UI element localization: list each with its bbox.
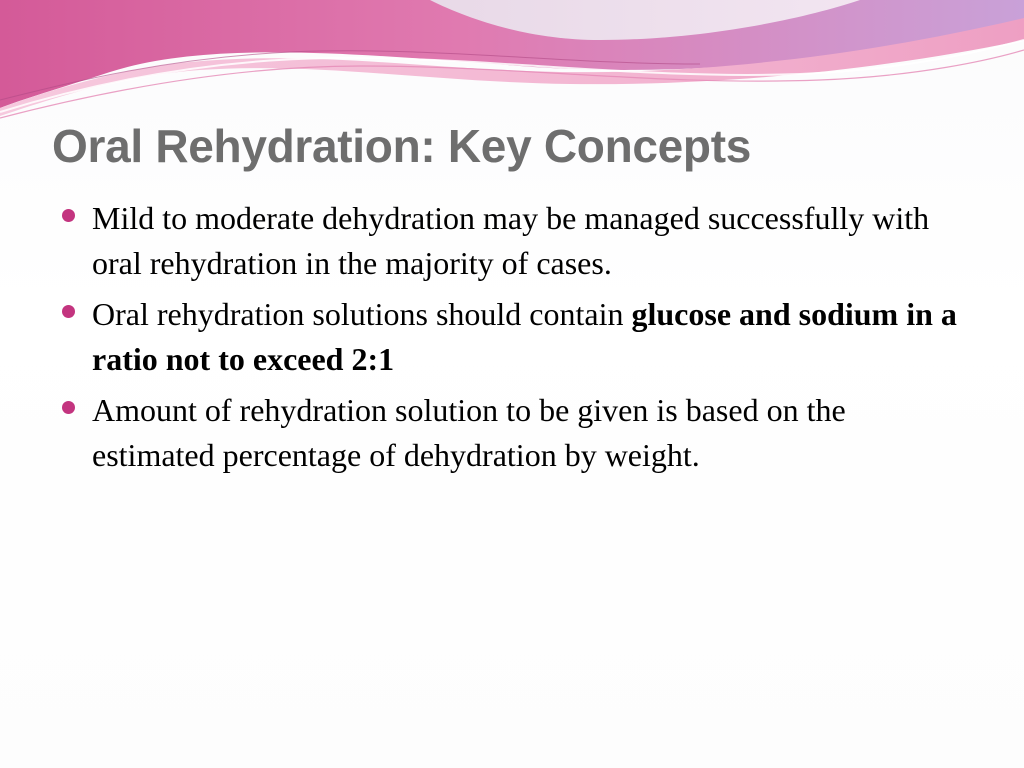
bullet-text: Mild to moderate dehydration may be managed successfully with oral rehydration in the majority of cases. [92,200,930,281]
slide-title: Oral Rehydration: Key Concepts [52,120,752,172]
bullet-bold-text: glucose and sodium in a ratio not to exceed 2:1 [92,296,957,377]
bullet-dot-icon [62,209,75,222]
bullet-item-1 [62,196,962,286]
bullet-dot-icon [62,401,75,414]
bullet-item-3 [62,388,962,478]
bullet-dot-icon [62,305,75,318]
bullet-list [62,196,962,484]
decorative-wave-header [0,0,1024,130]
bullet-text: Oral rehydration solutions should contain [92,296,632,332]
bullet-text: Amount of rehydration solution to be given is based on the estimated percentage of dehydration by weight. [92,392,846,473]
bullet-item-2 [62,292,962,382]
